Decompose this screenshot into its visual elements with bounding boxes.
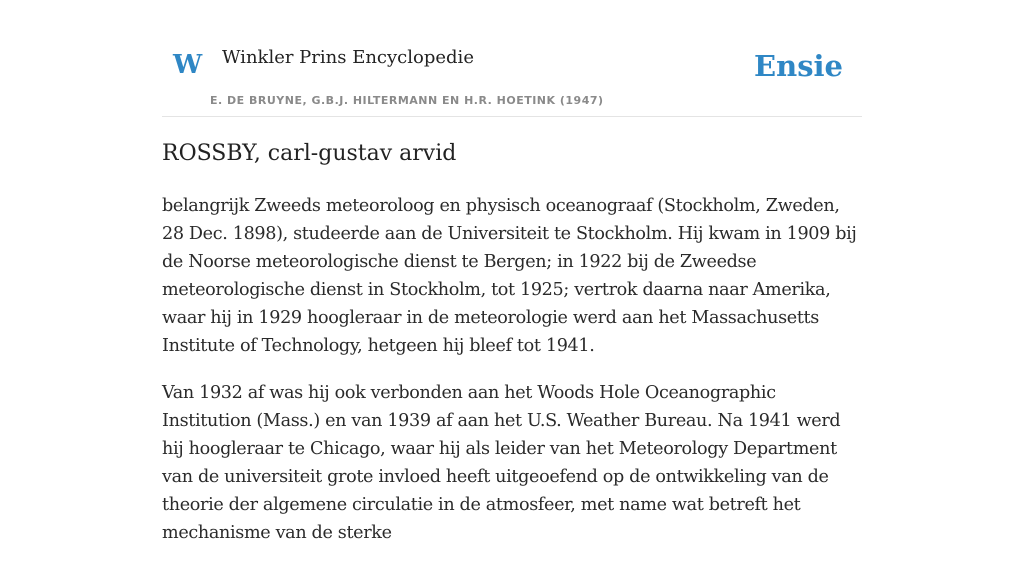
source-header	[162, 0, 862, 117]
article-title: ROSSBY, carl-gustav arvid	[162, 141, 457, 166]
article-body	[162, 192, 862, 566]
source-logo-icon[interactable]: W	[173, 50, 203, 80]
article-paragraph: Van 1932 af was hij ook verbonden aan het Woods Hole Oceanographic Institution (Mass.) en van 1939 af aan het U.S. Weather Bureau. Na 1941 werd hij hoogleraar te Chicago, waar hij als leider van het Meteorology Department van de universiteit grote invloed heeft uitgeoefend op de ontwikkeling van de theorie der algemene circulatie in de atmosfeer, met name wat betreft het mechanisme van de sterke	[162, 383, 841, 543]
article-paragraph: belangrijk Zweeds meteoroloog en physisch oceanograaf (Stockholm, Zweden, 28 Dec. 1898), studeerde aan de Universiteit te Stockholm. Hij kwam in 1909 bij de Noorse meteorologische dienst te Bergen; in 1922 bij de Zweedse meteorologische dienst in Stockholm, tot 1925; vertrok daarna naar Amerika, waar hij in 1929 hoogleraar in de meteorologie werd aan het Massachusetts Institute of Technology, hetgeen hij bleef tot 1941.	[162, 196, 857, 356]
ensie-logo[interactable]: Ensie	[754, 49, 843, 83]
source-authors: E. DE BRUYNE, G.B.J. HILTERMANN EN H.R. HOETINK (1947)	[210, 94, 604, 107]
source-title-link[interactable]: Winkler Prins Encyclopedie	[222, 47, 474, 68]
